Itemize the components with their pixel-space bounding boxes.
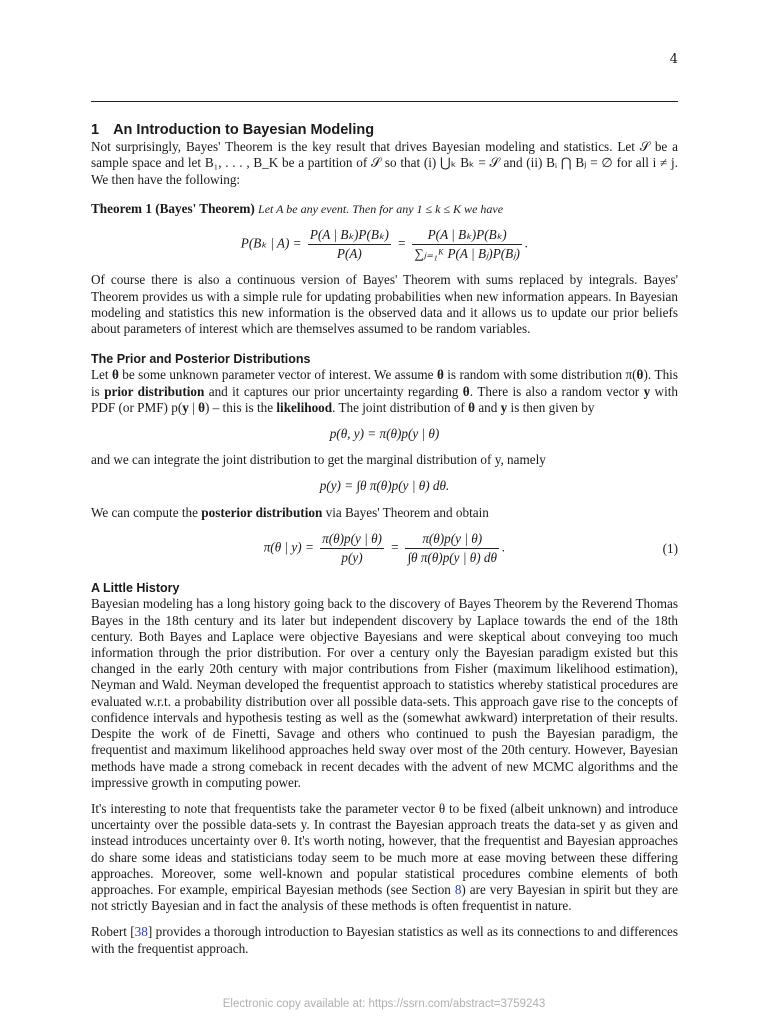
eq-fraction-2 [412,227,522,262]
eq-fraction-1 [320,531,384,566]
fraction-denominator: p(y) [341,550,363,566]
eq-lhs: π(θ | y) = [263,539,314,555]
eq-period: . [524,235,529,251]
fraction-numerator: π(θ)p(y | θ) [320,531,384,549]
equation-number: (1) [662,540,678,556]
eq-fraction-2 [405,531,499,566]
header-rule [91,101,678,102]
eq-lhs: P(Bₖ | A) = [240,235,302,251]
section-8-link[interactable]: 8 [454,881,462,897]
fraction-numerator: P(A | Bₖ)P(Bₖ) [308,227,391,245]
theorem-block [91,201,678,217]
fraction-denominator: ∫θ π(θ)p(y | θ) dθ [407,550,497,566]
prior-paragraph: Let θ be some unknown parameter vector of interest. We assume θ is random with some distribution π(θ). This is prior distribution and it captures our prior uncertainty regarding θ. There is also a random vector y with PDF (or PMF) p(y | θ) – this is the likelihood. The joint distribution of θ and y is then given by [91,367,678,415]
term-likelihood: likelihood [276,399,333,415]
history-paragraph-2: It's interesting to note that frequentists take the parameter vector θ to be fixed (albeit unknown) and introduce uncertainty over the possible data-sets y. In contrast the Bayesian approach treats the data-set y as given and instead introduces uncertainty over θ. It's worth noting, however, that the frequentist and Bayesian approaches do share some ideas and statisticians today seem to be much more at ease moving between these differing approaches. Moreover, some well-known and popular statistical procedures combine elements of both approaches. For example, empirical Bayesian methods (see Section 8) are very Bayesian in spirit but they are not strictly Bayesian and in fact the analysis of these methods is often frequentist in nature. [91,800,678,914]
history-paragraph-1: Bayesian modeling has a long history going back to the discovery of Bayes Theorem by the Reverend Thomas Bayes in the 18th century and its later but independent discovery by Laplace towards the end of the 18th century. Both Bayes and Laplace were objective Bayesians and were skeptical about conveying too much information through the prior distribution. For over a century only the Bayesian paradigm existed but this changed in the early 20th century with major contributions from Fisher (maximum likelihood estimation), Neyman and Wald. Neyman developed the frequentist approach to statistics whereby statistical procedures are evaluated w.r.t. a probability distribution over all possible data-sets. This approach gave rise to the concepts of confidence intervals and hypothesis testing as well as the (somewhat awkward) interpretation of their results. Despite the work of de Finetti, Savage and others who continued to push the Bayesian paradigm, the frequentist and maximum likelihood approaches held sway over most of the 20th century. However, Bayesian methods have made a strong comeback in recent decades with the advent of new MCMC algorithms and the impressive growth in computing power. [91,596,678,790]
term-posterior-distribution: posterior distribution [201,504,323,520]
posterior-paragraph: We can compute the posterior distribution via Bayes' Theorem and obtain [91,504,489,520]
posterior-equation [91,531,678,566]
page-content [91,122,678,957]
fraction-denominator: ∑ⱼ₌₁ᴷ P(A | Bⱼ)P(Bⱼ) [414,246,520,262]
eq-equals: = [390,539,400,555]
fraction-denominator: P(A) [336,246,362,262]
theorem-heading: Theorem 1 (Bayes' Theorem) [91,200,255,216]
bayes-theorem-equation [91,227,678,262]
joint-distribution-equation: p(θ, y) = π(θ)p(y | θ) [329,426,440,442]
section-number: 1 [91,122,100,138]
fraction-numerator: P(A | Bₖ)P(Bₖ) [412,227,522,245]
marginal-equation: p(y) = ∫θ π(θ)p(y | θ) dθ. [319,478,450,494]
eq-fraction-1 [308,227,391,262]
term-prior-distribution: prior distribution [104,383,205,399]
eq-period: . [502,539,506,555]
subsection-title-history: A Little History [91,581,180,596]
section-title-text: An Introduction to Bayesian Modeling [113,122,375,138]
citation-38-link[interactable]: 38 [134,924,148,940]
fraction-numerator: π(θ)p(y | θ) [405,531,499,549]
page-number: 4 [669,52,678,67]
history-paragraph-3: Robert [38] provides a thorough introduction to Bayesian statistics as well as its connections to and differences with the frequentist approach. [91,924,678,956]
continuous-paragraph: Of course there is also a continuous version of Bayes' Theorem with sums replaced by integrals. Bayes' Theorem provides us with a simple rule for updating probabilities when new information appears. In Bayesian modeling and statistics this new information is the observed data and it allows us to update our prior beliefs about parameters of interest which are themselves assumed to be random variables. [91,272,678,337]
eq-equals: = [397,235,407,251]
ssrn-footer: Electronic copy available at: https://ssrn.com/abstract=3759243 [222,998,546,1010]
theorem-statement: Let A be any event. Then for any 1 ≤ k ≤ K we have [258,201,504,216]
subsection-title-prior-posterior: The Prior and Posterior Distributions [91,352,311,367]
marginal-paragraph: and we can integrate the joint distribution to get the marginal distribution of y, namely [91,452,546,468]
section-title [91,122,678,138]
intro-paragraph: Not surprisingly, Bayes' Theorem is the key result that drives Bayesian modeling and statistics. Let 𝒮 be a sample space and let B₁, . . . , B_K be a partition of 𝒮 so that (i) ⋃ₖ Bₖ = 𝒮 and (ii) Bᵢ ⋂ Bⱼ = ∅ for all i ≠ j. We then have the following: [91,139,678,187]
